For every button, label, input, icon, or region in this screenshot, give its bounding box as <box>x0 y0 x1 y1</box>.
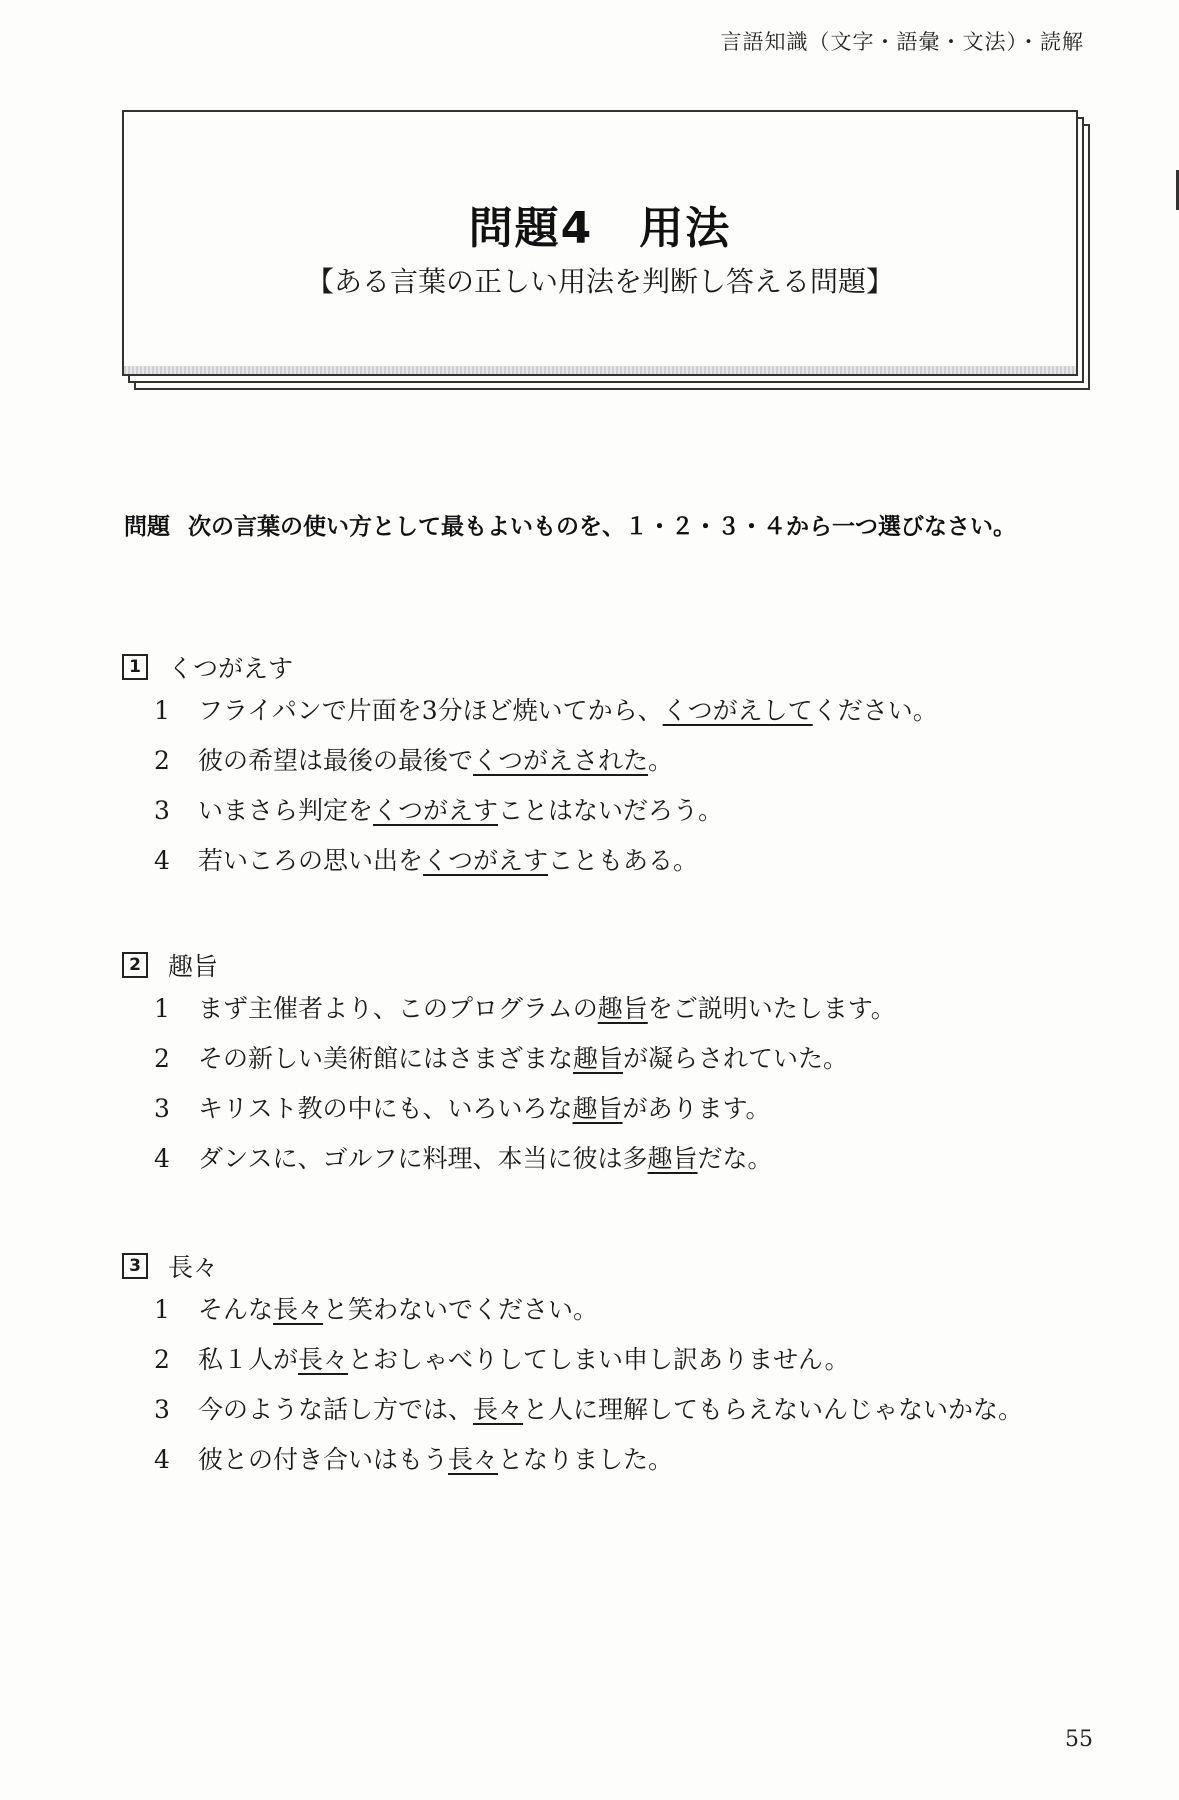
answer-option[interactable] <box>154 1285 1023 1335</box>
answer-option[interactable] <box>154 1084 896 1134</box>
option-number: 2 <box>154 1044 170 1073</box>
option-number: 2 <box>154 746 170 775</box>
option-number: 1 <box>154 1295 170 1324</box>
option-text-before: いまさら判定を <box>198 796 374 825</box>
option-number: 3 <box>154 796 170 825</box>
option-text-after: とおしゃべりしてしまい申し訳ありません。 <box>348 1345 850 1374</box>
question-word: 趣旨 <box>168 952 219 981</box>
option-text-after: ください。 <box>812 696 938 725</box>
option-text-before: 今のような話し方では、 <box>198 1395 474 1424</box>
option-text-before: フライパンで片面を3分ほど焼いてから、 <box>198 696 663 725</box>
option-target-word: くつがえして <box>662 696 813 725</box>
option-text-after: 。 <box>648 746 674 775</box>
answer-option[interactable] <box>154 984 896 1034</box>
option-target-word: くつがえす <box>423 846 549 875</box>
option-number: 3 <box>154 1395 170 1424</box>
option-text-before: 若いころの思い出を <box>198 846 424 875</box>
option-text-after: が凝らされていた。 <box>623 1044 849 1073</box>
question-header <box>120 946 896 984</box>
answer-option[interactable] <box>154 836 938 886</box>
question-header <box>120 648 938 686</box>
answer-option[interactable] <box>154 1385 1023 1435</box>
question-3 <box>120 1247 1023 1485</box>
option-number: 3 <box>154 1094 170 1123</box>
option-text-after: だな。 <box>697 1144 773 1173</box>
instruction-text: 次の言葉の使い方として最もよいものを、１・２・３・４から一つ選びなさい。 <box>188 514 1016 540</box>
option-text-after: があります。 <box>622 1094 771 1123</box>
option-target-word: 長々 <box>298 1345 349 1374</box>
question-1 <box>120 648 938 886</box>
option-text-before: そんな <box>198 1295 274 1324</box>
section-category-header: 言語知識（文字・語彙・文法）・読解 <box>720 30 1084 54</box>
question-number-box: 3 <box>122 1253 148 1279</box>
question-2 <box>120 946 896 1184</box>
option-number: 2 <box>154 1345 170 1374</box>
option-text-before: ダンスに、ゴルフに料理、本当に彼は多 <box>198 1144 648 1173</box>
option-target-word: 趣旨 <box>573 1044 624 1073</box>
option-target-word: 趣旨 <box>597 994 648 1023</box>
title-box-front <box>122 110 1078 376</box>
question-number-box: 2 <box>122 952 148 978</box>
title-box-shade <box>124 366 1076 374</box>
option-text-after: ことはないだろう。 <box>498 796 724 825</box>
question-number-box: 1 <box>122 654 148 680</box>
answer-option[interactable] <box>154 1134 896 1184</box>
option-text-after: をご説明いたします。 <box>647 994 896 1023</box>
option-text-before: キリスト教の中にも、いろいろな <box>198 1094 573 1123</box>
instruction-line <box>124 508 1016 541</box>
option-number: 4 <box>154 846 170 875</box>
option-number: 4 <box>154 1445 170 1474</box>
option-target-word: 趣旨 <box>572 1094 623 1123</box>
title-box <box>122 110 1080 380</box>
option-text-before: 私１人が <box>198 1345 299 1374</box>
option-target-word: くつがえす <box>373 796 499 825</box>
option-target-word: 趣旨 <box>647 1144 698 1173</box>
option-number: 4 <box>154 1144 170 1173</box>
answer-option[interactable] <box>154 1435 1023 1485</box>
option-target-word: 長々 <box>473 1395 524 1424</box>
option-number: 1 <box>154 696 170 725</box>
instruction-label: 問題 <box>124 514 170 540</box>
option-number: 1 <box>154 994 170 1023</box>
answer-option[interactable] <box>154 736 938 786</box>
section-subtitle: 【ある言葉の正しい用法を判断し答える問題】 <box>305 265 894 298</box>
question-word: くつがえす <box>168 654 294 683</box>
option-text-before: 彼の希望は最後の最後で <box>198 746 474 775</box>
answer-option[interactable] <box>154 786 938 836</box>
option-target-word: 長々 <box>448 1445 499 1474</box>
option-text-before: その新しい美術館にはさまざまな <box>198 1044 574 1073</box>
option-text-before: まず主催者より、このプログラムの <box>198 994 598 1023</box>
option-target-word: くつがえされた <box>473 746 649 775</box>
option-text-after: と人に理解してもらえないんじゃないかな。 <box>523 1395 1024 1424</box>
answer-option[interactable] <box>154 1335 1023 1385</box>
option-text-after: となりました。 <box>498 1445 674 1474</box>
option-text-before: 彼との付き合いはもう <box>198 1445 449 1474</box>
answer-option[interactable] <box>154 1034 896 1084</box>
section-title: 問題4 用法 <box>468 203 732 254</box>
question-header <box>120 1247 1023 1285</box>
page-number: 55 <box>1065 1727 1093 1752</box>
option-target-word: 長々 <box>273 1295 324 1324</box>
question-word: 長々 <box>168 1253 219 1282</box>
option-text-after: こともある。 <box>548 846 699 875</box>
answer-option[interactable] <box>154 686 938 736</box>
option-text-after: と笑わないでください。 <box>323 1295 599 1324</box>
